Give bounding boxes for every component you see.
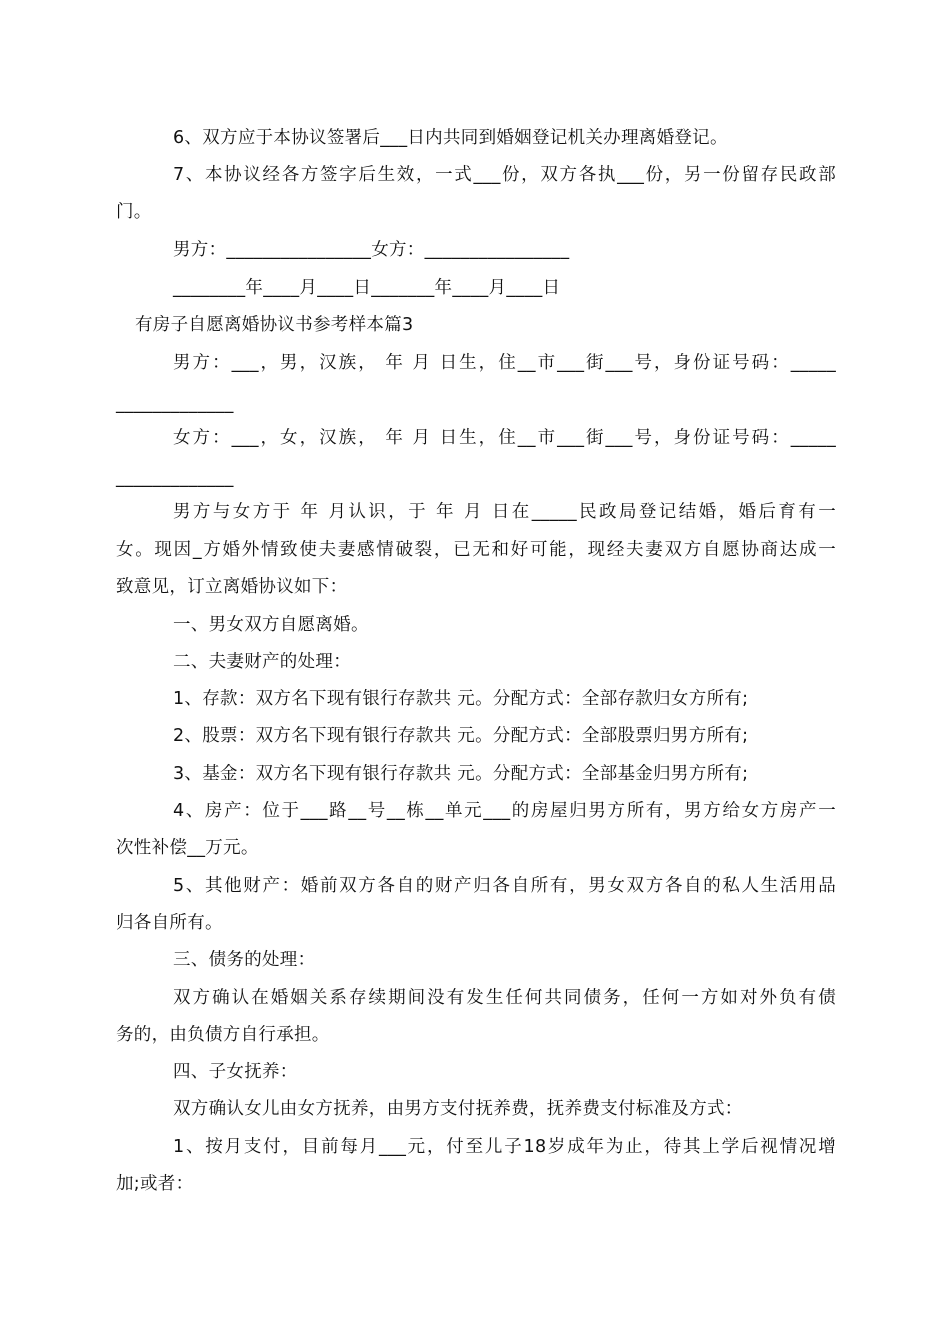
party-female: 女方：___，女，汉族， 年 月 日生，住__市___街___号，身份证号码：_____ [173, 428, 836, 448]
debt-line-1: 双方确认在婚姻关系存续期间没有发生任何共同债务，任何一方如对外负有债 [173, 988, 836, 1008]
party-male-cont: _____________ [116, 394, 234, 414]
preamble-line-2: 女。现因_方婚外情致使夫妻感情破裂，已无和好可能，现经夫妻双方自愿协商达成一 [116, 540, 836, 560]
property-item-1: 1、存款：双方名下现有银行存款共 元。分配方式：全部存款归女方所有; [173, 689, 749, 709]
heading-2: 二、夫妻财产的处理： [173, 652, 351, 672]
preamble-line-3: 致意见，订立离婚协议如下： [116, 577, 348, 597]
clause-6: 6、双方应于本协议签署后___日内共同到婚姻登记机关办理离婚登记。 [173, 128, 728, 148]
party-male: 男方：___，男，汉族， 年 月 日生，住__市___街___号，身份证号码：_____ [173, 353, 836, 373]
debt-line-2: 务的，由负债方自行承担。 [116, 1025, 330, 1045]
custody-line: 双方确认女儿由女方抚养，由男方支付抚养费，抚养费支付标准及方式： [173, 1099, 743, 1119]
property-item-4: 4、房产：位于___路__号__栋__单元___的房屋归男方所有，男方给女方房产一 [173, 801, 836, 821]
section-title: 有房子自愿离婚协议书参考样本篇3 [135, 315, 414, 335]
heading-1: 一、男女双方自愿离婚。 [173, 615, 369, 635]
heading-3: 三、债务的处理： [173, 950, 316, 970]
support-item-1-cont: 加;或者： [116, 1174, 194, 1194]
property-item-2: 2、股票：双方名下现有银行存款共 元。分配方式：全部股票归男方所有; [173, 726, 749, 746]
clause-7-cont: 门。 [116, 202, 152, 222]
property-item-3: 3、基金：双方名下现有银行存款共 元。分配方式：全部基金归男方所有; [173, 764, 749, 784]
signature-line: 男方：________________女方：________________ [173, 240, 570, 260]
property-item-5: 5、其他财产：婚前双方各自的财产归各自所有，男女双方各自的私人生活用品 [173, 876, 836, 896]
party-female-cont: _____________ [116, 468, 234, 488]
date-line: ________年____月____日_______年____月____日 [173, 278, 561, 298]
heading-4: 四、子女抚养： [173, 1062, 298, 1082]
clause-7: 7、本协议经各方签字后生效，一式___份，双方各执___份，另一份留存民政部 [173, 165, 836, 185]
property-item-4-cont: 次性补偿__万元。 [116, 838, 259, 858]
property-item-5-cont: 归各自所有。 [116, 913, 223, 933]
preamble-line-1: 男方与女方于 年 月认识，于 年 月 日在_____民政局登记结婚，婚后育有一 [173, 502, 836, 522]
support-item-1: 1、按月支付，目前每月___元，付至儿子18岁成年为止，待其上学后视情况增 [173, 1137, 836, 1157]
